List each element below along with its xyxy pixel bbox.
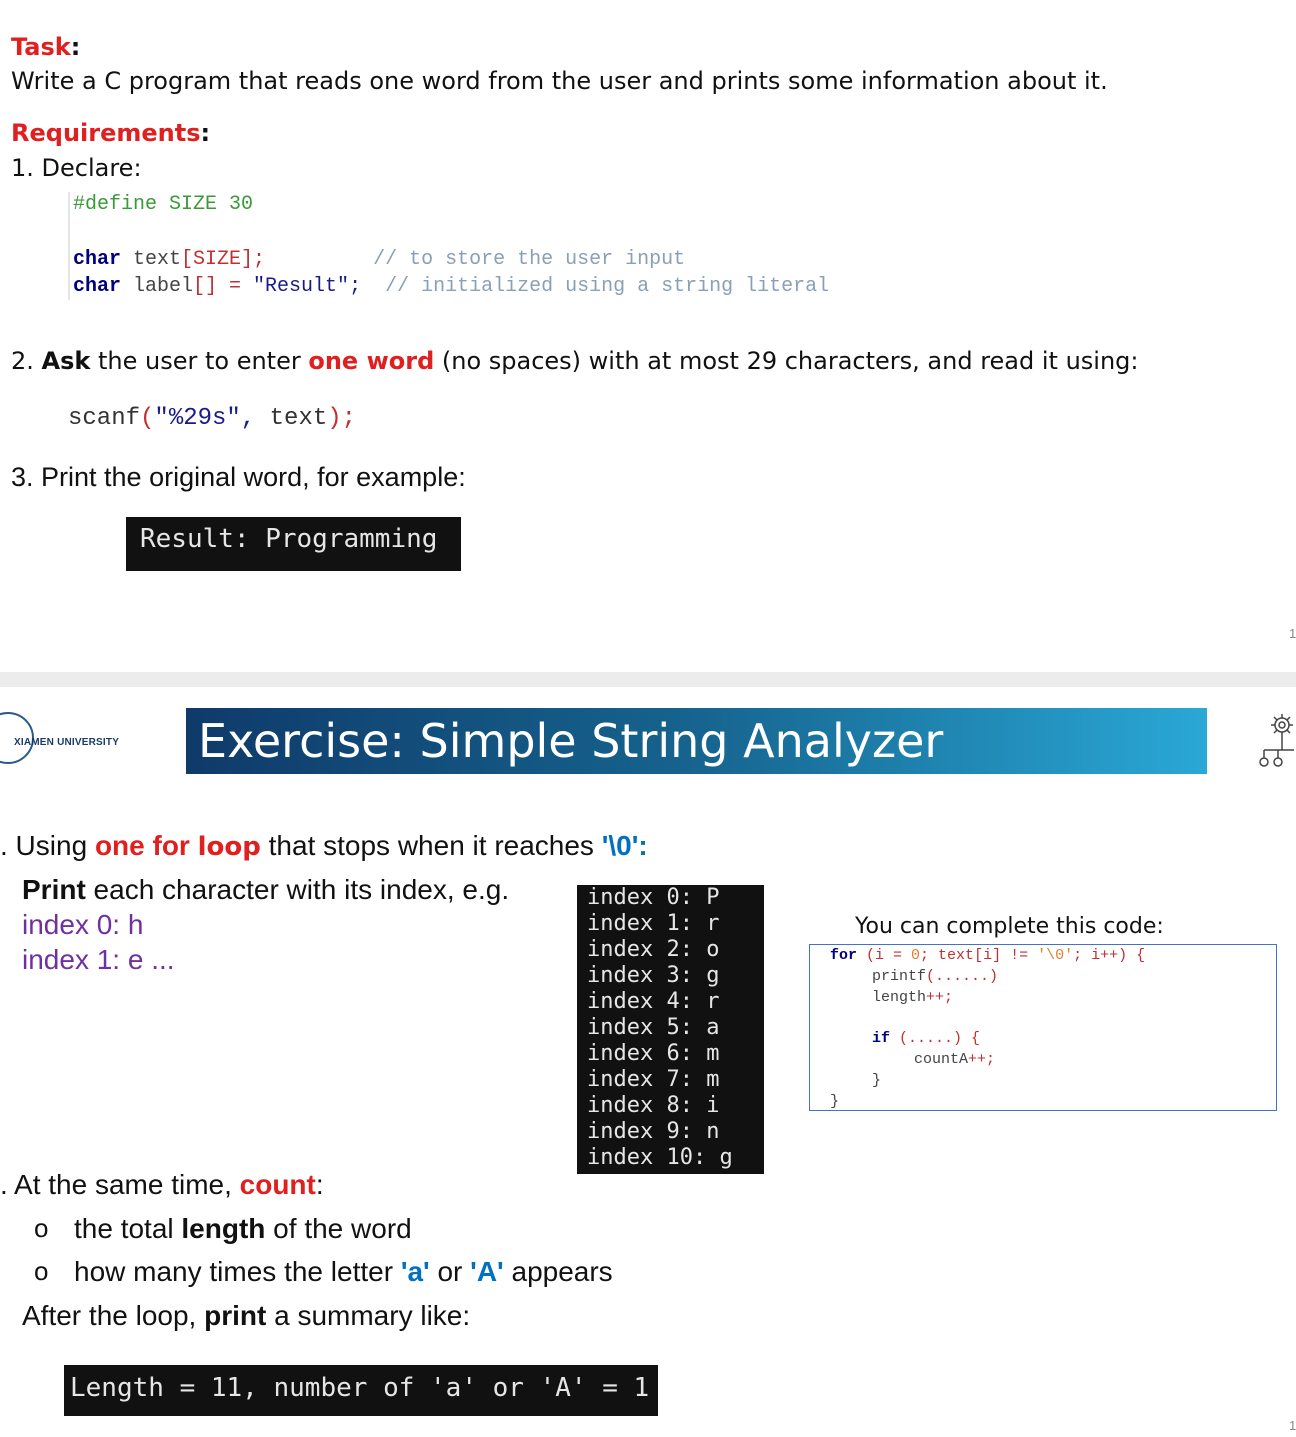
scanf-paren: ( [140,405,155,432]
console-line: index 2: o [587,937,720,962]
scanf-arg: text [255,405,328,432]
print-instruction [22,874,509,906]
step2-end: (no spaces) with at most 29 characters, and read it using: [434,347,1139,375]
after-rest: a summary like: [266,1300,471,1331]
step4-text [0,830,648,862]
code-ident: countA [914,1051,969,1068]
code-pad [265,248,373,271]
code-punc: ; text [920,947,975,964]
console-line: index 10: g [587,1145,733,1170]
code-pad [361,275,385,298]
step2-ask: Ask [41,347,91,375]
console-line: index 7: m [587,1067,720,1092]
code-brace: } [872,1072,882,1089]
code-char: '\0' [1037,947,1074,964]
code-if-line [872,1030,980,1047]
summary-console [64,1365,658,1416]
code-keyword: char [73,275,122,298]
code-printf-line [872,968,998,985]
code-punc: [] = [193,275,254,298]
bullet-marker: o [34,1213,49,1243]
example-line-1: index 0: h [22,909,144,940]
code-string: "Result"; [253,275,362,298]
page-number: 1 [1289,1418,1296,1433]
code-template-box [809,944,1277,1111]
code-comment: // initialized using a string literal [385,275,830,298]
console-line: index 1: r [587,911,720,936]
console-line: index 6: m [587,1041,720,1066]
scanf-format: "%29s", [154,405,256,432]
slide-separator [0,672,1296,687]
bullet-length [74,1213,412,1245]
bullet-text: appears [503,1256,613,1287]
task-label: Task [11,33,71,61]
scanf-close: ); [327,405,357,432]
step5-colon: : [315,1169,324,1200]
summary-console-text: Length = 11, number of 'a' or 'A' = 1 [70,1373,650,1403]
after-loop-text [22,1300,470,1332]
step4-null-char: '\0': [601,830,648,861]
code-ident: text [121,248,182,271]
step4-lead: . Using [0,830,95,861]
title-banner [186,708,1207,774]
bullet-marker: o [34,1256,49,1286]
bullet-text: of the word [265,1213,412,1244]
after-print: print [204,1300,267,1331]
code-keyword: for [830,947,858,964]
console-line: index 0: P [587,885,720,910]
slide-title: Exercise: Simple String Analyzer [198,714,944,768]
console-line: index 5: a [587,1015,720,1040]
step5-count: count [239,1169,316,1200]
code-punc: ++; [926,989,954,1006]
university-logo-text: XIAMEN UNIVERSITY [14,737,120,748]
step5-lead: . At the same time, [0,1169,240,1200]
code-punc: ; i++) { [1073,947,1146,964]
scanf-func: scanf [68,405,141,432]
code-ident: label [121,275,194,298]
task-text: Write a C program that reads one word from the user and prints some information about it. [11,67,1108,95]
bullet-count-a [74,1256,613,1288]
step2-mid: the user to enter [90,347,309,375]
scanf-code [68,405,356,432]
requirements-heading [11,119,210,147]
console-line: index 3: g [587,963,720,988]
code-punc: (......) [926,968,999,985]
step2-num: 2. [11,347,42,375]
requirements-colon: : [200,119,211,147]
code-label-decl [73,275,829,298]
result-console-text: Result: Programming [140,524,438,554]
task-heading [11,33,80,61]
code-text-decl [73,248,685,271]
console-line: index 9: n [587,1119,720,1144]
bullet-char-A: 'A' [470,1256,504,1287]
step5-text [0,1169,324,1201]
example-line-2: index 1: e ... [22,944,175,975]
code-punc: [i] [974,947,1002,964]
bullet-text: or [429,1256,471,1287]
console-line: index 8: i [587,1093,720,1118]
step2-one-word: one word [308,347,435,375]
bullet-char-a: 'a' [400,1256,430,1287]
code-length-line [872,989,953,1006]
code-punc: (.....) { [890,1030,981,1047]
code-punc: != [1001,947,1038,964]
bullet-bold: length [181,1213,266,1244]
bullet-text: the total [74,1213,182,1244]
print-word: Print [22,874,86,905]
code-for-line [830,947,1145,964]
code-number: 0 [911,947,921,964]
code-comment: // to store the user input [373,248,686,271]
task-colon: : [70,33,81,61]
code-punc: (i = [857,947,912,964]
print-rest: each character with its index, e.g. [85,874,510,905]
code-punc: [SIZE]; [181,248,266,271]
bullet-text: how many times the letter [74,1256,401,1287]
code-keyword: char [73,248,122,271]
code-brace: } [830,1093,840,1110]
code-punc: ++; [968,1051,996,1068]
step4-mid: that stops when it reaches [260,830,602,861]
code-keyword: if [872,1030,891,1047]
code-func: printf [872,968,927,985]
hint-label: You can complete this code: [855,914,1164,939]
after-lead: After the loop, [22,1300,205,1331]
code-count-line [914,1051,995,1068]
gear-network-icon [1252,710,1296,770]
step1-text: 1. Declare: [11,154,142,182]
console-line: index 4: r [587,989,720,1014]
code-ident: length [872,989,927,1006]
code-block-bar [68,192,70,300]
result-console [126,517,461,571]
step3-text: 3. Print the original word, for example: [11,462,466,492]
step4-loop: loop [197,832,261,862]
code-define-line: #define SIZE 30 [73,193,254,216]
requirements-label: Requirements [11,119,201,147]
page-number: 1 [1289,626,1296,641]
step4-one-for: one for [94,830,198,861]
index-console [577,885,764,1174]
step2-text [11,347,1139,375]
